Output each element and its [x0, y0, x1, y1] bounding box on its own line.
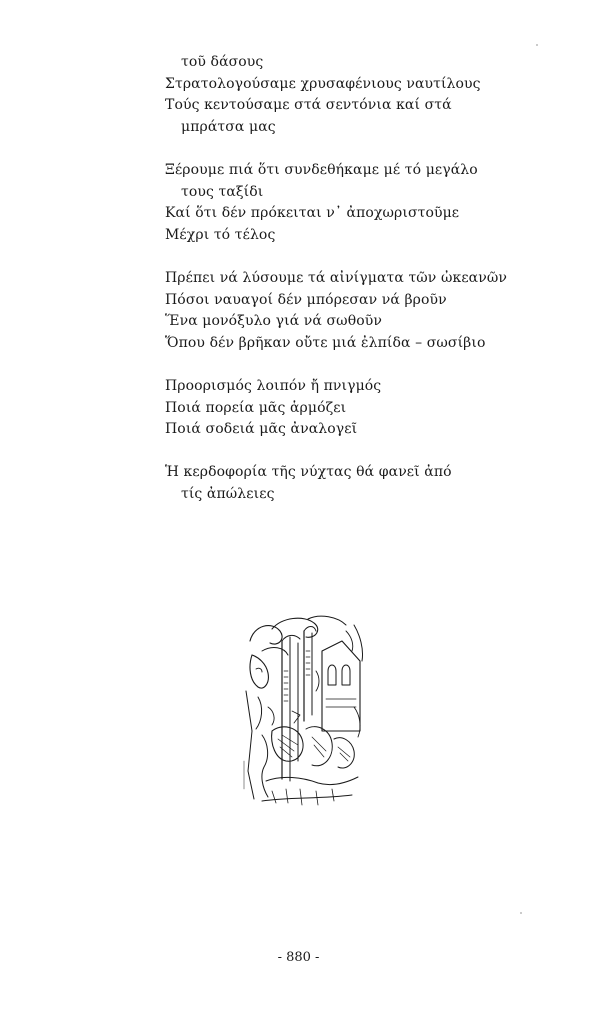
- poem-line: Ποιά πορεία μᾶς ἁρμόζει: [165, 399, 347, 416]
- poem-line: Προορισμός λοιπόν ἤ πνιγμός: [165, 377, 382, 394]
- poem-line: Ποιά σοδειά μᾶς ἀναλογεῖ: [165, 421, 358, 438]
- page-number: - 880 -: [277, 950, 320, 965]
- poem-line: Ὅπου δέν βρῆκαν οὔτε μιά ἐλπίδα – σωσίβιο: [165, 334, 486, 351]
- poem-body: [165, 52, 545, 505]
- poem-line: Μέχρι τό τέλος: [165, 226, 276, 243]
- stanza-break: [165, 354, 545, 376]
- poem-line: Τούς κεντούσαμε στά σεντόνια καί στά: [165, 97, 452, 114]
- paper-speck: [520, 912, 522, 914]
- ink-sketch-illustration: [242, 611, 370, 807]
- ink-sketch-icon: [242, 611, 370, 807]
- poem-line: τους ταξίδι: [181, 183, 264, 200]
- paper-speck: [536, 44, 538, 46]
- stanza-break: [165, 246, 545, 268]
- stanza-break: [165, 138, 545, 160]
- poem-line: μπράτσα μας: [181, 118, 276, 135]
- poem-line: τίς ἀπώλειες: [181, 485, 275, 502]
- poem-line: Ξέρουμε πιά ὅτι συνδεθήκαμε μέ τό μεγάλο: [165, 161, 478, 178]
- poem-line: Πρέπει νά λύσουμε τά αἰνίγματα τῶν ὠκεανῶν: [165, 269, 507, 286]
- poem-line: τοῦ δάσους: [181, 54, 264, 70]
- poem-line: Καί ὅτι δέν πρόκειται ν᾽ ἀποχωριστοῦμε: [165, 205, 460, 222]
- poem-line: Ἕνα μονόξυλο γιά νά σωθοῦν: [165, 313, 382, 330]
- stanza-break: [165, 441, 545, 463]
- poem-line: Ἡ κερδοφορία τῆς νύχτας θά φανεῖ ἀπό: [165, 464, 452, 481]
- poem-line: Πόσοι ναυαγοί δέν μπόρεσαν νά βροῦν: [165, 291, 447, 308]
- poem-line: Στρατολογούσαμε χρυσαφένιους ναυτίλους: [165, 75, 481, 92]
